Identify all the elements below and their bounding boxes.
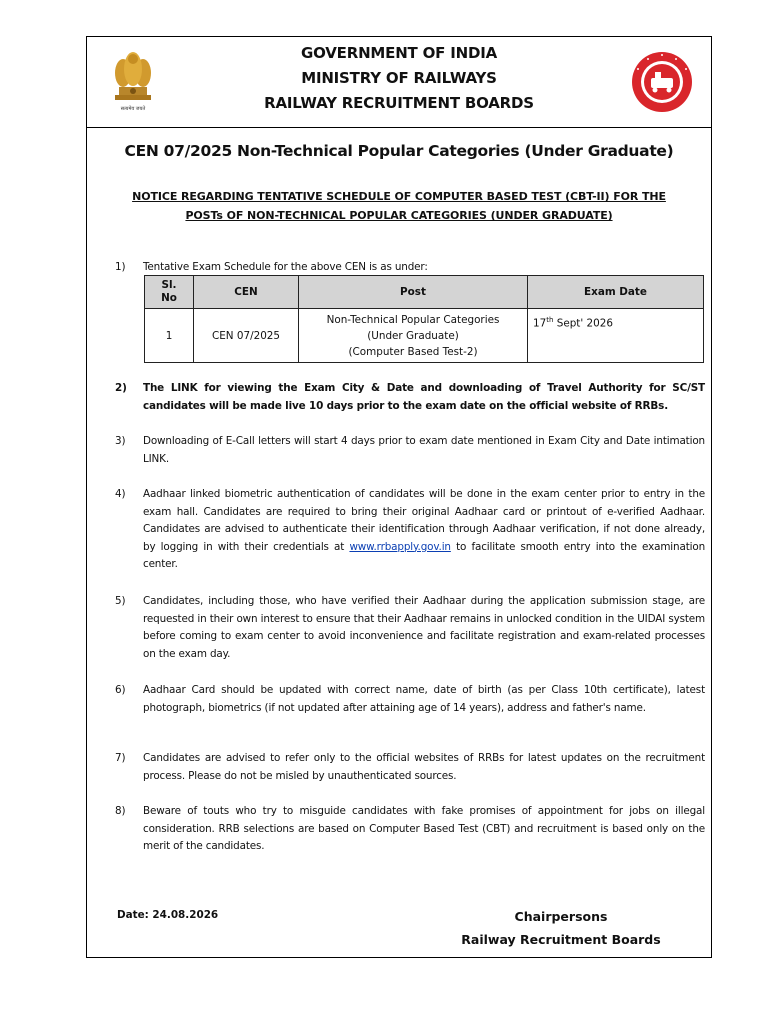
notice-frame bbox=[86, 36, 712, 958]
letterhead bbox=[87, 37, 711, 128]
list-item: 7) Candidates are advised to refer only to the official websites of RRBs for latest updates on the recruitment process. Please do not be misled by unauthenticated sources. bbox=[115, 752, 705, 782]
cell-cen: CEN 07/2025 bbox=[194, 309, 299, 363]
header-line-3: RAILWAY RECRUITMENT BOARDS bbox=[264, 94, 534, 112]
emblem-motto: सत्यमेव जयते bbox=[120, 106, 146, 112]
list-item: 5) Candidates, including those, who have verified their Aadhaar during the application submission stage, are requested in their own interest to ensure that their Aadhaar remains in unlocked condition in the UIDAI system before coming to exam center to avoid inconvenience and facilitate registration and exam-related processes on the exam day. bbox=[115, 595, 705, 660]
table-row bbox=[145, 309, 704, 363]
list-item: 3) Downloading of E-Call letters will start 4 days prior to exam date mentioned in Exam City and Date intimation LINK. bbox=[115, 435, 705, 465]
cell-post: Non-Technical Popular Categories (Under Graduate) (Computer Based Test-2) bbox=[299, 309, 528, 363]
list-item: 4) Aadhaar linked biometric authentication of candidates will be done in the exam center prior to entry in the exam hall. Candidates are required to bring their original Aadhaar card or printout of e-verified Aadhaar. Candidates are advised to authenticate their identification through Aadhaar verification, if not done already, by logging in with their credentials at www.rrbapply.gov.in to facilitate smooth entry into the examination center. bbox=[115, 488, 705, 570]
page-title: CEN 07/2025 Non-Technical Popular Categories (Under Graduate) bbox=[124, 142, 674, 160]
indian-railways-logo-icon bbox=[631, 51, 693, 113]
header-line-1: GOVERNMENT OF INDIA bbox=[301, 44, 497, 62]
signatory-org: Railway Recruitment Boards bbox=[461, 932, 661, 947]
notice-date: Date: 24.08.2026 bbox=[117, 909, 219, 921]
signatory-title: Chairpersons bbox=[514, 909, 608, 924]
exam-schedule-table bbox=[144, 275, 704, 363]
cell-sl: 1 bbox=[145, 309, 194, 363]
table-header-row bbox=[145, 276, 704, 309]
col-header-sl: Sl. No bbox=[145, 276, 194, 309]
list-item: 6) Aadhaar Card should be updated with correct name, date of birth (as per Class 10th certificate), latest photograph, biometrics (if not updated after attaining age of 14 years), address and father's name. bbox=[115, 684, 705, 714]
col-header-exam-date: Exam Date bbox=[528, 276, 704, 309]
col-header-post: Post bbox=[299, 276, 528, 309]
header-line-2: MINISTRY OF RAILWAYS bbox=[301, 69, 497, 87]
signature-block bbox=[461, 905, 661, 951]
list-item: 2) The LINK for viewing the Exam City & Date and downloading of Travel Authority for SC/ST candidates will be made live 10 days prior to the exam date on the official website of RRBs. bbox=[115, 382, 705, 412]
notice-heading: NOTICE REGARDING TENTATIVE SCHEDULE OF COMPUTER BASED TEST (CBT-II) FOR THE POSTs OF NON-TECHNICAL POPULAR CATEGORIES (UNDER GRADUATE) bbox=[132, 190, 666, 222]
rrbapply-link[interactable]: www.rrbapply.gov.in bbox=[349, 540, 451, 553]
cell-exam-date: 17th Sept' 2026 bbox=[528, 309, 704, 363]
list-item: 8) Beware of touts who try to misguide candidates with fake promises of appointment for jobs on illegal consideration. RRB selections are based on Computer Based Test (CBT) and recruitment is based only on the merit of the candidates. bbox=[115, 805, 705, 852]
col-header-cen: CEN bbox=[194, 276, 299, 309]
list-item: 1) Tentative Exam Schedule for the above CEN is as under: bbox=[115, 261, 428, 273]
